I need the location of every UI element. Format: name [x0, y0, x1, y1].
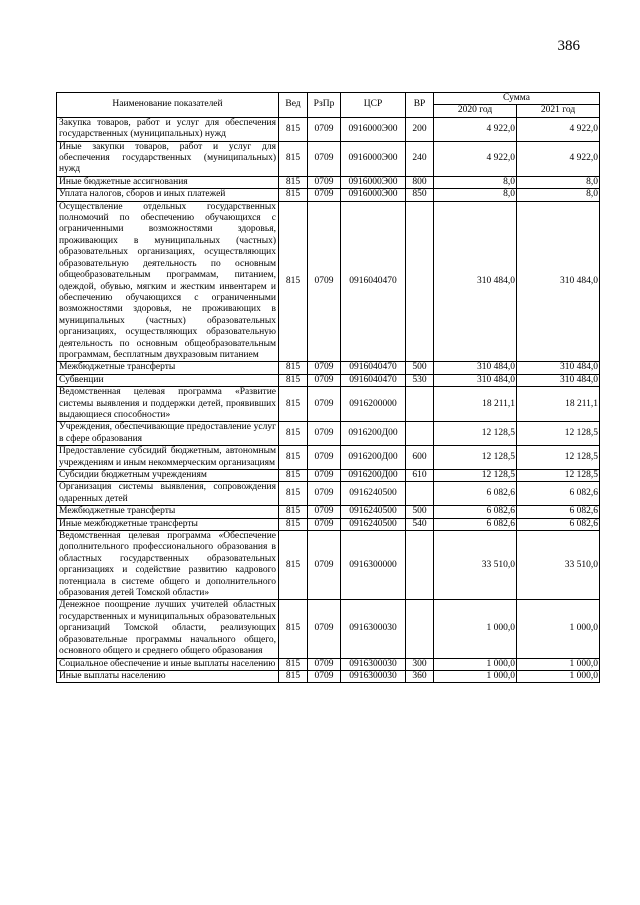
table-row [57, 176, 600, 188]
row-name: Социальное обеспечение и иные выплаты населению [57, 658, 279, 670]
table-row [57, 600, 600, 658]
row-ved: 815 [279, 141, 308, 176]
row-csr: 0916200Д00 [341, 446, 406, 470]
row-vr [406, 201, 434, 362]
table-row [57, 141, 600, 176]
row-rzpr: 0709 [308, 117, 341, 141]
row-ved: 815 [279, 482, 308, 506]
row-rzpr: 0709 [308, 387, 341, 422]
row-sum-2021: 8,0 [517, 189, 600, 201]
table-row [57, 518, 600, 530]
row-sum-2020: 4 922,0 [434, 141, 517, 176]
row-rzpr: 0709 [308, 141, 341, 176]
row-sum-2021: 310 484,0 [517, 374, 600, 386]
row-ved: 815 [279, 201, 308, 362]
row-ved: 815 [279, 446, 308, 470]
table-row [57, 470, 600, 482]
row-vr [406, 531, 434, 600]
row-csr: 0916200Д00 [341, 422, 406, 446]
row-name: Осуществление отдельных государственных полномочий по обеспечению обучающихся с ограниченными возможностями здоровья, проживающих в муниципальных (частных) образовательных организациях, осуществляющих образовательную деятельность по основным общеобразовательным программам, питанием, одеждой, обувью, мягким и жестким инвентарем и обеспечению обучающихся с ограниченными возможностями здоровья, не проживающих в муниципальных (частных) образовательных организациях, осуществляющих образовательную деятельность по основным общеобразовательным программам, бесплатным двухразовым питанием [57, 201, 279, 362]
header-name: Наименование показателей [57, 93, 279, 118]
row-rzpr: 0709 [308, 670, 341, 682]
table-row [57, 506, 600, 518]
row-sum-2020: 310 484,0 [434, 201, 517, 362]
row-name: Ведомственная целевая программа «Обеспечение дополнительного профессионального образования в областных государственных образовательных организациях и содействие развитию кадрового потенциала в системе общего и дополнительного образования детей Томской области» [57, 531, 279, 600]
row-name: Закупка товаров, работ и услуг для обеспечения государственных (муниципальных) нужд [57, 117, 279, 141]
row-ved: 815 [279, 670, 308, 682]
row-name: Субвенции [57, 374, 279, 386]
table-row [57, 422, 600, 446]
row-sum-2020: 6 082,6 [434, 482, 517, 506]
row-vr: 600 [406, 446, 434, 470]
header-vr: ВР [406, 93, 434, 118]
header-ved: Вед [279, 93, 308, 118]
row-sum-2020: 8,0 [434, 189, 517, 201]
row-sum-2021: 1 000,0 [517, 658, 600, 670]
table-row [57, 201, 600, 362]
row-sum-2020: 12 128,5 [434, 422, 517, 446]
row-vr: 300 [406, 658, 434, 670]
row-sum-2021: 310 484,0 [517, 362, 600, 374]
row-sum-2021: 12 128,5 [517, 470, 600, 482]
table-row [57, 374, 600, 386]
row-ved: 815 [279, 362, 308, 374]
row-name: Субсидии бюджетным учреждениям [57, 470, 279, 482]
row-sum-2021: 12 128,5 [517, 446, 600, 470]
row-name: Учреждения, обеспечивающие предоставление услуг в сфере образования [57, 422, 279, 446]
row-sum-2021: 310 484,0 [517, 201, 600, 362]
row-sum-2020: 1 000,0 [434, 658, 517, 670]
row-csr: 0916000Э00 [341, 117, 406, 141]
row-rzpr: 0709 [308, 362, 341, 374]
row-sum-2020: 310 484,0 [434, 374, 517, 386]
row-sum-2021: 18 211,1 [517, 387, 600, 422]
row-csr: 0916300030 [341, 670, 406, 682]
row-sum-2021: 6 082,6 [517, 518, 600, 530]
header-rzpr: РзПр [308, 93, 341, 118]
page-number: 386 [557, 38, 580, 54]
row-sum-2020: 6 082,6 [434, 506, 517, 518]
row-rzpr: 0709 [308, 482, 341, 506]
row-name: Межбюджетные трансферты [57, 506, 279, 518]
row-name: Иные бюджетные ассигнования [57, 176, 279, 188]
row-vr [406, 600, 434, 658]
table-row [57, 117, 600, 141]
row-ved: 815 [279, 176, 308, 188]
row-sum-2020: 8,0 [434, 176, 517, 188]
row-ved: 815 [279, 600, 308, 658]
row-ved: 815 [279, 518, 308, 530]
row-csr: 0916040470 [341, 362, 406, 374]
row-name: Уплата налогов, сборов и иных платежей [57, 189, 279, 201]
row-name: Межбюджетные трансферты [57, 362, 279, 374]
row-vr [406, 422, 434, 446]
row-sum-2021: 33 510,0 [517, 531, 600, 600]
table-row [57, 658, 600, 670]
header-csr: ЦСР [341, 93, 406, 118]
row-name: Иные закупки товаров, работ и услуг для обеспечения государственных (муниципальных) нужд [57, 141, 279, 176]
row-vr: 360 [406, 670, 434, 682]
row-vr: 500 [406, 506, 434, 518]
row-name: Денежное поощрение лучших учителей областных государственных и муниципальных образовательных организаций Томской области, реализующих образовательные программы начального общего, основного общего и среднего общего образования [57, 600, 279, 658]
row-rzpr: 0709 [308, 176, 341, 188]
row-sum-2021: 8,0 [517, 176, 600, 188]
row-sum-2021: 4 922,0 [517, 141, 600, 176]
row-sum-2020: 18 211,1 [434, 387, 517, 422]
table-row [57, 670, 600, 682]
row-vr: 850 [406, 189, 434, 201]
row-ved: 815 [279, 189, 308, 201]
row-csr: 0916240500 [341, 506, 406, 518]
row-rzpr: 0709 [308, 201, 341, 362]
row-name: Ведомственная целевая программа «Развитие системы выявления и поддержки детей, проявивших выдающиеся способности» [57, 387, 279, 422]
row-vr: 540 [406, 518, 434, 530]
row-csr: 0916040470 [341, 374, 406, 386]
row-sum-2021: 12 128,5 [517, 422, 600, 446]
row-sum-2021: 4 922,0 [517, 117, 600, 141]
row-ved: 815 [279, 470, 308, 482]
row-rzpr: 0709 [308, 506, 341, 518]
row-csr: 0916000Э00 [341, 176, 406, 188]
row-rzpr: 0709 [308, 658, 341, 670]
row-rzpr: 0709 [308, 446, 341, 470]
row-ved: 815 [279, 658, 308, 670]
row-sum-2020: 1 000,0 [434, 670, 517, 682]
row-ved: 815 [279, 374, 308, 386]
row-csr: 0916000Э00 [341, 141, 406, 176]
row-sum-2020: 12 128,5 [434, 446, 517, 470]
row-ved: 815 [279, 506, 308, 518]
table-row [57, 531, 600, 600]
table-row [57, 482, 600, 506]
row-sum-2020: 33 510,0 [434, 531, 517, 600]
table-row [57, 362, 600, 374]
row-vr: 240 [406, 141, 434, 176]
row-rzpr: 0709 [308, 374, 341, 386]
row-csr: 0916240500 [341, 518, 406, 530]
row-rzpr: 0709 [308, 470, 341, 482]
row-ved: 815 [279, 387, 308, 422]
row-csr: 0916300030 [341, 658, 406, 670]
row-ved: 815 [279, 422, 308, 446]
row-sum-2021: 6 082,6 [517, 506, 600, 518]
row-csr: 0916200000 [341, 387, 406, 422]
row-sum-2021: 1 000,0 [517, 600, 600, 658]
row-sum-2020: 310 484,0 [434, 362, 517, 374]
row-ved: 815 [279, 117, 308, 141]
row-sum-2021: 1 000,0 [517, 670, 600, 682]
row-csr: 0916040470 [341, 201, 406, 362]
row-ved: 815 [279, 531, 308, 600]
row-name: Иные выплаты населению [57, 670, 279, 682]
header-year-2021: 2021 год [517, 105, 600, 117]
row-rzpr: 0709 [308, 189, 341, 201]
row-vr: 200 [406, 117, 434, 141]
row-sum-2020: 12 128,5 [434, 470, 517, 482]
row-vr [406, 387, 434, 422]
row-csr: 0916000Э00 [341, 189, 406, 201]
row-vr: 610 [406, 470, 434, 482]
row-sum-2021: 6 082,6 [517, 482, 600, 506]
row-rzpr: 0709 [308, 518, 341, 530]
row-sum-2020: 1 000,0 [434, 600, 517, 658]
row-name: Иные межбюджетные трансферты [57, 518, 279, 530]
row-sum-2020: 6 082,6 [434, 518, 517, 530]
row-rzpr: 0709 [308, 531, 341, 600]
table-row [57, 387, 600, 422]
row-csr: 0916200Д00 [341, 470, 406, 482]
header-sum: Сумма [434, 93, 600, 105]
table-row [57, 446, 600, 470]
row-vr: 530 [406, 374, 434, 386]
row-rzpr: 0709 [308, 422, 341, 446]
row-vr [406, 482, 434, 506]
row-sum-2020: 4 922,0 [434, 117, 517, 141]
row-name: Предоставление субсидий бюджетным, автономным учреждениям и иным некоммерческим организациям [57, 446, 279, 470]
row-rzpr: 0709 [308, 600, 341, 658]
row-name: Организация системы выявления, сопровождения одаренных детей [57, 482, 279, 506]
header-year-2020: 2020 год [434, 105, 517, 117]
row-csr: 0916240500 [341, 482, 406, 506]
row-vr: 800 [406, 176, 434, 188]
row-csr: 0916300030 [341, 600, 406, 658]
row-vr: 500 [406, 362, 434, 374]
row-csr: 0916300000 [341, 531, 406, 600]
table-row [57, 189, 600, 201]
budget-table [56, 92, 600, 683]
